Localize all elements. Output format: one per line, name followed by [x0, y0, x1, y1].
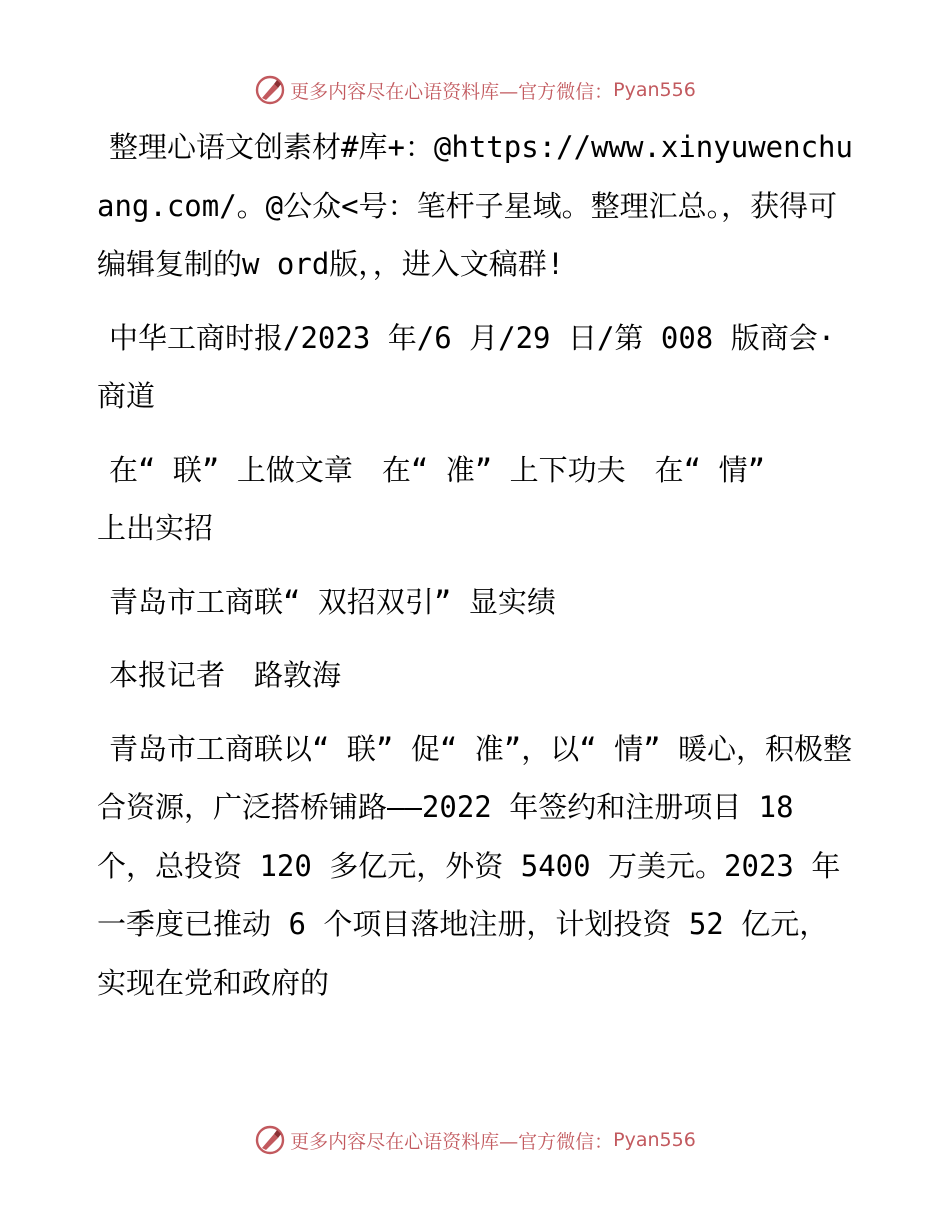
body-paragraph: 青岛市工商联以“ 联” 促“ 准”，以“ 情” 暖心，积极整合资源，广泛搭桥铺路——2022 年签约和注册项目 18 个，总投资 120 多亿元，外资 5400 万美元。2023 年一季度已推动 6 个项目落地注册，计划投资 52 亿元，实现在党和政府的	[97, 731, 853, 1000]
subheadline: 青岛市工商联“ 双招双引” 显实绩	[109, 584, 556, 619]
headline: 在“ 联” 上做文章 在“ 准” 上下功夫 在“ 情” 上出实招	[97, 452, 766, 545]
banner-text: 更多内容尽在心语资料库—官方微信：	[290, 1130, 614, 1153]
pen-logo-icon	[254, 74, 286, 106]
footer-watermark-banner	[0, 1120, 950, 1160]
document-body	[97, 118, 857, 1012]
byline: 本报记者 路敦海	[109, 658, 342, 692]
banner-handle: Pyan556	[613, 79, 696, 101]
banner-text: 更多内容尽在心语资料库—官方微信：	[290, 80, 614, 103]
source-line: 中华工商时报/2023 年/6 月/29 日/第 008 版商会· 商道	[97, 320, 836, 413]
pen-logo-icon	[254, 1124, 286, 1156]
banner-handle: Pyan556	[613, 1129, 696, 1151]
header-watermark-banner	[0, 70, 950, 110]
intro-paragraph: 整理心语文创素材#库+：@https://www.xinyuwenchuang.com/。@公众<号：笔杆子星域。整理汇总。，获得可编辑复制的w ord版，，进入文稿群!	[97, 130, 853, 281]
